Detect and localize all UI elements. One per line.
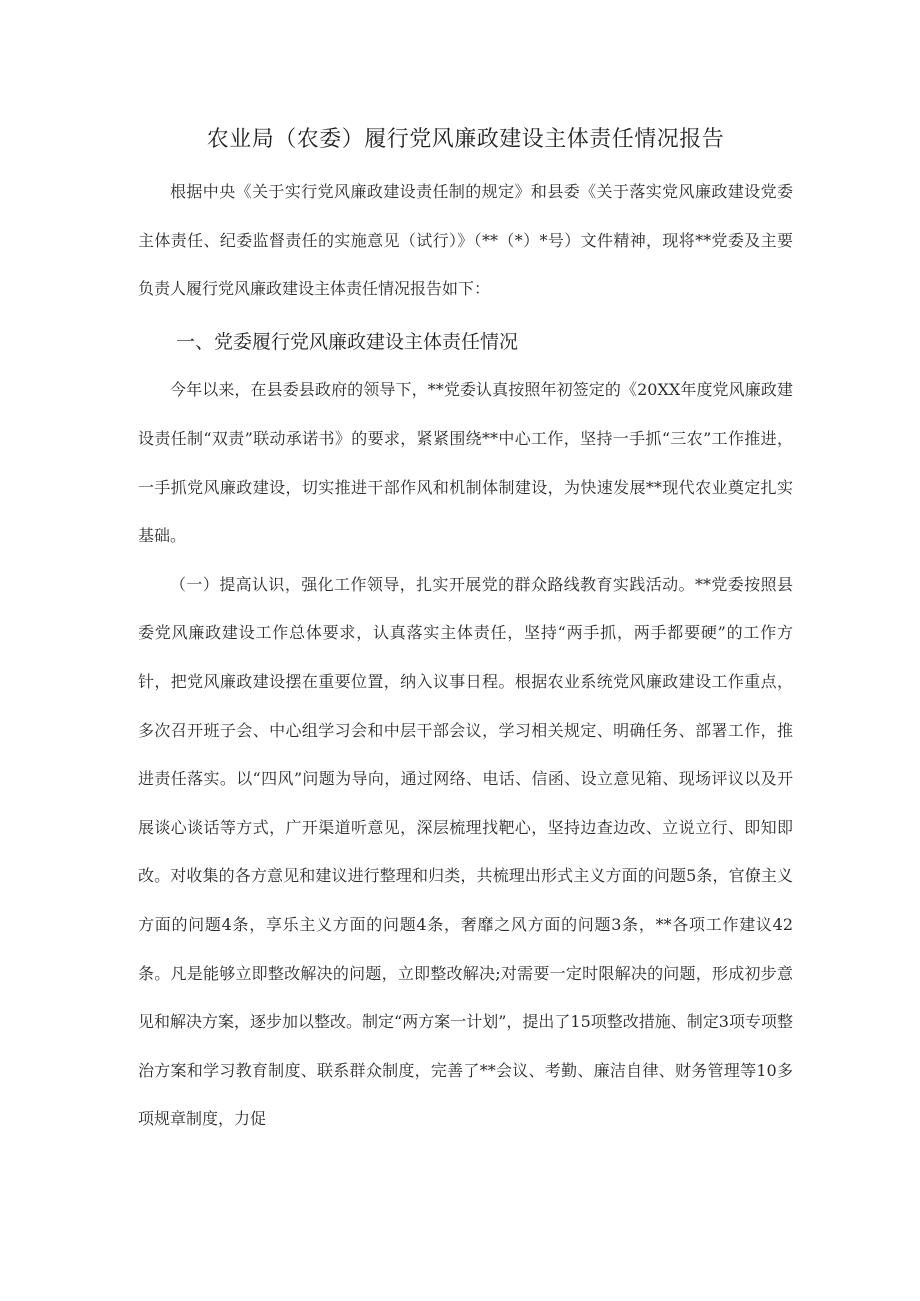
body-paragraph-2: （一）提高认识，强化工作领导，扎实开展党的群众路线教育实践活动。**党委按照县委党风廉政建设工作总体要求，认真落实主体责任，坚持“两手抓，两手都要硬”的工作方针，把党风廉政建设摆在重要位置，纳入议事日程。根据农业系统党风廉政建设工作重点，多次召开班子会、中心组学习会和中层干部会议，学习相关规定、明确任务、部署工作，推进责任落实。以“四风”问题为导向，通过网络、电话、信函、设立意见箱、现场评议以及开展谈心谈话等方式，广开渠道听意见，深层梳理找靶心，坚持边查边改、立说立行、即知即改。对收集的各方意见和建议进行整理和归类，共梳理出形式主义方面的问题5条，官僚主义方面的问题4条，享乐主义方面的问题4条，奢靡之风方面的问题3条，**各项工作建议42条。凡是能够立即整改解决的问题，立即整改解决;对需要一定时限解决的问题，形成初步意见和解决方案，逐步加以整改。制定“两方案一计划”，提出了15项整改措施、制定3项专项整治方案和学习教育制度、联系群众制度，完善了**会议、考勤、廉洁自律、财务管理等10多项规章制度，力促 xyxy=(138,574,793,1129)
intro-paragraph: 根据中央《关于实行党风廉政建设责任制的规定》和县委《关于落实党风廉政建设党委主体责任、纪委监督责任的实施意见（试行）》（**（*）*号）文件精神，现将**党委及主要负责人履行党风廉政建设主体责任情况报告如下： xyxy=(138,182,793,299)
document-page xyxy=(138,112,793,1144)
section-heading: 一、党委履行党风廉政建设主体责任情况 xyxy=(176,330,519,353)
document-title: 农业局（农委）履行党风廉政建设主体责任情况报告 xyxy=(206,127,725,152)
body-paragraph-1: 今年以来，在县委县政府的领导下，**党委认真按照年初签定的《20XX年度党风廉政建设责任制“双责”联动承诺书》的要求，紧紧围绕**中心工作，坚持一手抓“三农”工作推进，一手抓党风廉政建设，切实推进干部作风和机制体制建设，为快速发展**现代农业奠定扎实基础。 xyxy=(138,380,793,546)
